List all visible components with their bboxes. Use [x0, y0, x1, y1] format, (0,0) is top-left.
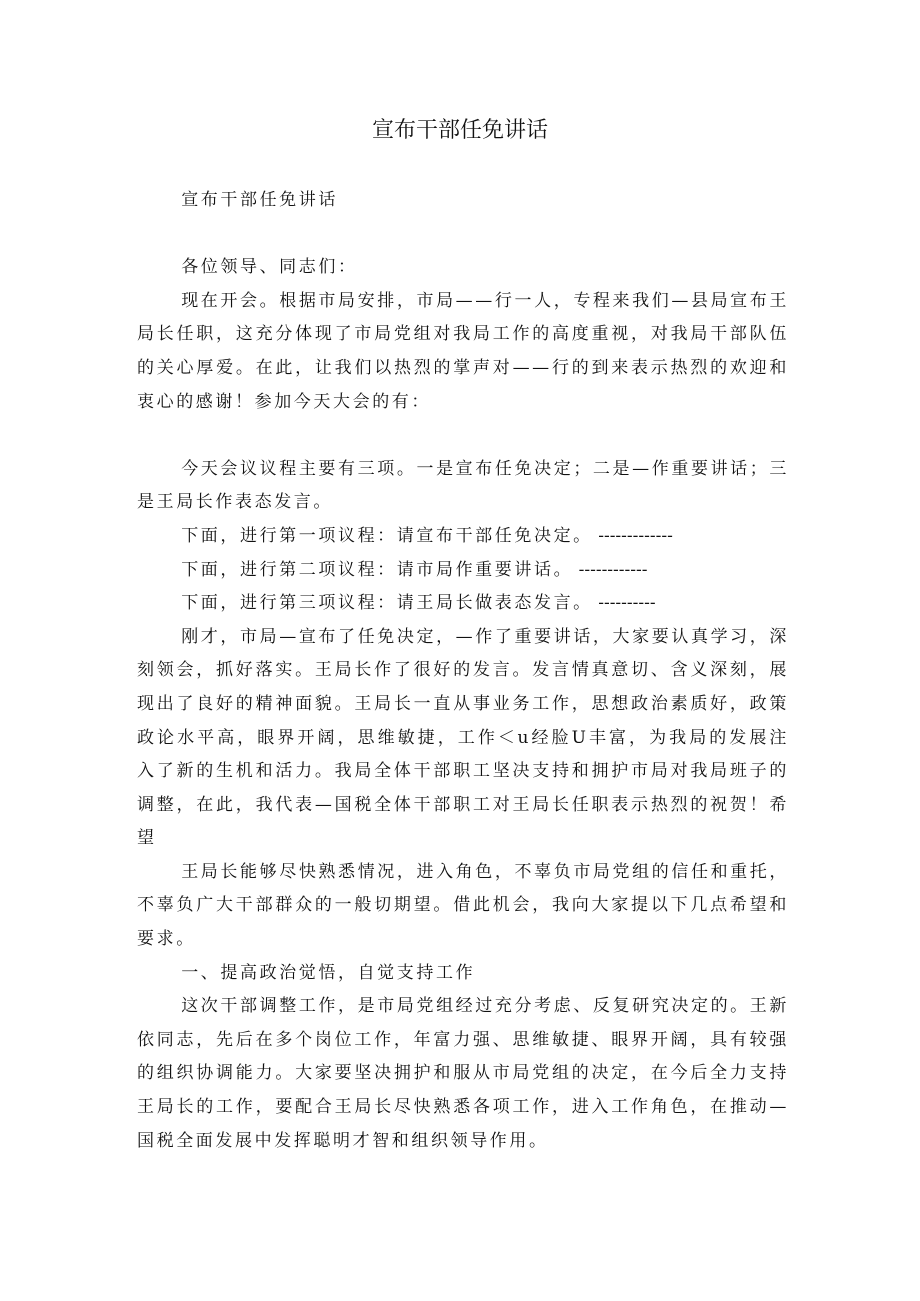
paragraph-opening: 现在开会。根据市局安排，市局——行一人，专程来我们—县局宣布王局长任职，这充分体现了市局党组对我局工作的高度重视，对我局干部队伍的关心厚爱。在此，让我们以热烈的掌声对——行的到来表示热烈的欢迎和衷心的感谢！参加今天大会的有：	[137, 290, 789, 412]
paragraph-agenda-item-1	[137, 520, 789, 554]
agenda-item-3-text: 下面，进行第三项议程：请王局长做表态发言。	[181, 593, 593, 614]
paragraph-section-1: 这次干部调整工作，是市局党组经过充分考虑、反复研究决定的。王新依同志，先后在多个岗位工作，年富力强、思维敏捷、眼界开阔，具有较强的组织协调能力。大家要坚决拥护和服从市局党组的决定，在今后全力支持王局长的工作，要配合王局长尽快熟悉各项工作，进入工作角色，在推动—国税全面发展中发挥聪明才智和组织领导作用。	[137, 996, 789, 1151]
paragraph-agenda-item-3	[137, 587, 789, 621]
agenda-item-2-text: 下面，进行第二项议程：请市局作重要讲话。	[181, 559, 574, 580]
agenda-item-1-text: 下面，进行第一项议程：请宣布干部任免决定。	[181, 525, 593, 546]
paragraph-salutation: 各位领导、同志们：	[181, 257, 358, 278]
paragraph-summary: 刚才，市局—宣布了任免决定，—作了重要讲话，大家要认真学习，深刻领会，抓好落实。王局长作了很好的发言。发言情真意切、含义深刻，展现出了良好的精神面貌。王局长一直从事业务工作，思想政治素质好，政策政论水平高，眼界开阔，思维敏捷，工作＜u经脸U丰富，为我局的发展注入了新的生机和活力。我局全体干部职工坚决支持和拥护市局对我局班子的调整，在此，我代表—国税全体干部职工对王局长任职表示热烈的祝贺！希望	[137, 626, 789, 849]
document-title: 宣布干部任免讲话	[371, 118, 548, 143]
agenda-item-2-dashes: ------------	[573, 559, 648, 580]
blank-line	[137, 218, 789, 252]
paragraph-subtitle: 宣布干部任免讲话	[181, 190, 338, 210]
blank-line	[137, 419, 789, 453]
paragraph-agenda: 今天会议议程主要有三项。一是宣布任免决定；二是—作重要讲话；三是王局长作表态发言。	[137, 458, 789, 513]
section-heading-1: 一、提高政治觉悟，自觉支持工作	[181, 962, 476, 983]
document-body	[137, 184, 789, 1158]
paragraph-agenda-item-2	[137, 554, 789, 588]
agenda-item-1-dashes: -------------	[592, 525, 673, 546]
agenda-item-3-dashes: ----------	[592, 593, 656, 614]
paragraph-hope: 王局长能够尽快熟悉情况，进入角色，不辜负市局党组的信任和重托，不辜负广大干部群众的一般切期望。借此机会，我向大家提以下几点希望和要求。	[137, 861, 789, 950]
